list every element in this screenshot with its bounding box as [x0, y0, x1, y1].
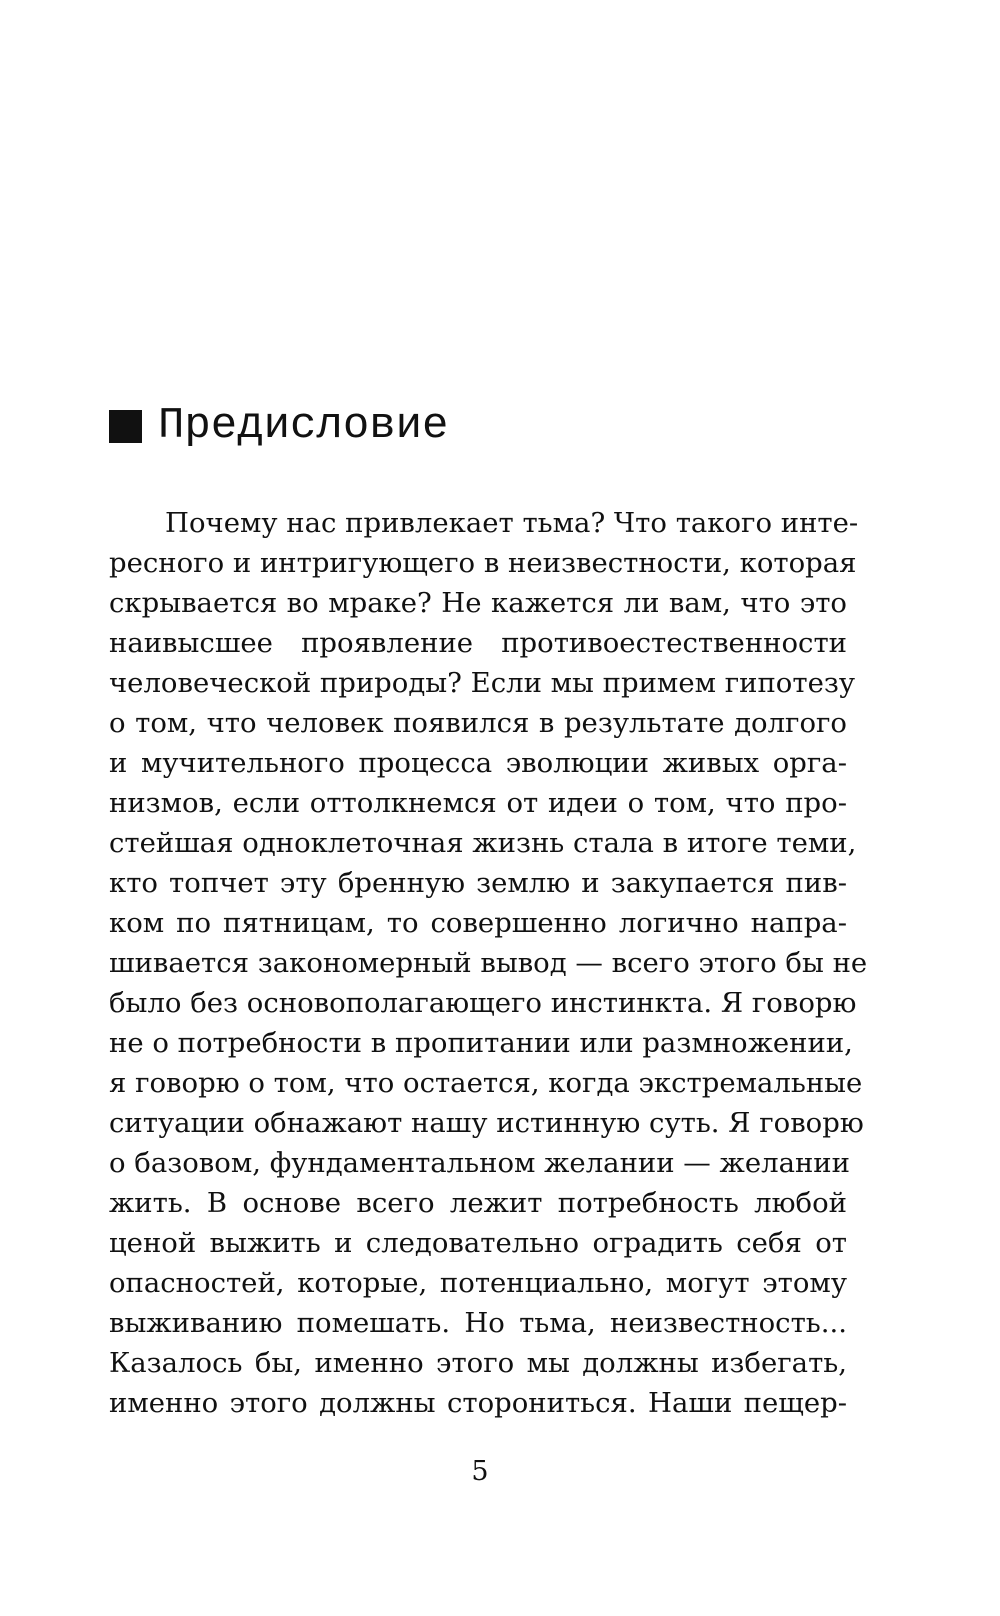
text-line: жить. В основе всего лежит потребность любой: [109, 1187, 847, 1219]
chapter-heading: [109, 396, 448, 456]
text-line: не о потребности в пропитании или размножении,: [109, 1027, 853, 1059]
heading-square-marker: [109, 410, 142, 443]
text-line: выживанию помешать. Но тьма, неизвестность...: [109, 1307, 847, 1339]
text-line: и мучительного процесса эволюции живых орга-: [109, 747, 847, 779]
text-line: о том, что человек появился в результате долгого: [109, 707, 847, 739]
text-line: именно этого должны сторониться. Наши пещер-: [109, 1387, 847, 1419]
text-line: скрывается во мраке? Не кажется ли вам, что это: [109, 587, 847, 619]
text-line: ресного и интригующего в неизвестности, которая: [109, 547, 857, 579]
text-line: ситуации обнажают нашу истинную суть. Я говорю: [109, 1107, 864, 1139]
chapter-title: Предисловие: [158, 401, 449, 451]
text-line: ком по пятницам, то совершенно логично напра-: [109, 907, 847, 939]
text-line: Почему нас привлекает тьма? Что такого инте-: [165, 507, 859, 539]
text-line: опасностей, которые, потенциально, могут этому: [109, 1267, 847, 1299]
text-line: человеческой природы? Если мы примем гипотезу: [109, 667, 856, 699]
text-line: шивается закономерный вывод — всего этого бы не: [109, 947, 868, 979]
text-line: низмов, если оттолкнемся от идеи о том, что про-: [109, 787, 847, 819]
text-line: я говорю о том, что остается, когда экстремальные: [109, 1067, 863, 1099]
page-number: 5: [471, 1456, 489, 1487]
text-line: наивысшее проявление противоестественности: [109, 627, 847, 659]
body-paragraph: [109, 503, 868, 1423]
text-line: стейшая одноклеточная жизнь стала в итоге теми,: [109, 827, 857, 859]
text-line: ценой выжить и следовательно оградить себя от: [109, 1227, 847, 1259]
text-line: Казалось бы, именно этого мы должны избегать,: [109, 1347, 847, 1379]
text-line: было без основополагающего инстинкта. Я говорю: [109, 987, 857, 1019]
text-line: кто топчет эту бренную землю и закупается пив-: [109, 867, 847, 899]
text-line: о базовом, фундаментальном желании — желании: [109, 1147, 850, 1179]
